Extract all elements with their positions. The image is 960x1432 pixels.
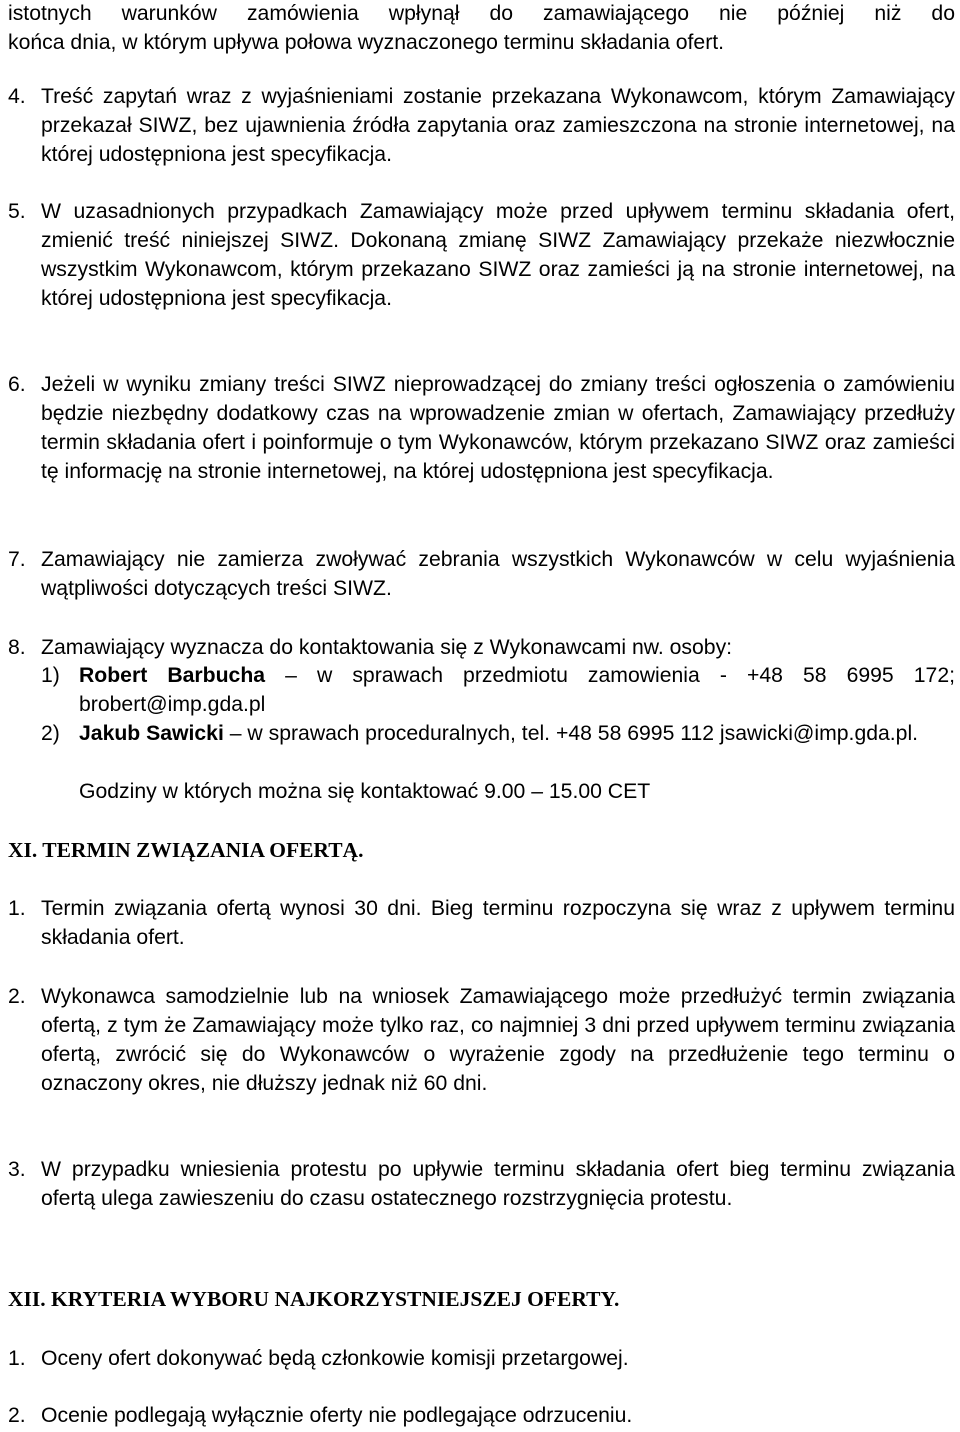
item-text: Ocenie podlegają wyłącznie oferty nie podlegające odrzuceniu.	[41, 1404, 633, 1427]
contact-name: Jakub Sawicki	[79, 722, 224, 745]
list-item	[8, 83, 955, 170]
item-text: Jeżeli w wyniku zmiany treści SIWZ nieprowadzącej do zmiany treści ogłoszenia o zamówieniu będzie niezbędny dodatkowy czas na wprowadzenie zmian w ofertach, Zamawiający przedłuży termin składania ofert i poinformuje o tym Wykonawców, którym przekazano SIWZ oraz zamieści tę informację na stronie internetowej, na której udostępniona jest specyfikacja.	[41, 373, 955, 483]
list-item	[8, 198, 955, 314]
list-item	[8, 1156, 955, 1214]
item-text: Zamawiający nie zamierza zwoływać zebrania wszystkich Wykonawców w celu wyjaśnienia wątpliwości dotyczących treści SIWZ.	[41, 548, 955, 600]
item-number: 8.	[8, 636, 26, 659]
intro-line-1: istotnych warunków zamówienia wpłynął do zamawiającego nie później niż do	[8, 2, 955, 25]
list-item	[8, 983, 955, 1099]
item-text: W przypadku wniesienia protestu po upływie terminu składania ofert bieg terminu związania ofertą ulega zawieszeniu do czasu ostatecznego rozstrzygnięcia protestu.	[41, 1158, 955, 1210]
item-number: 7.	[8, 548, 26, 571]
contact-number: 1)	[41, 664, 60, 687]
item-text: Oceny ofert dokonywać będą członkowie komisji przetargowej.	[41, 1347, 629, 1370]
item-number: 1.	[8, 1347, 26, 1370]
hours-text: Godziny w których można się kontaktować 9.00 – 15.00 CET	[79, 780, 651, 803]
item-text: Wykonawca samodzielnie lub na wniosek Zamawiającego może przedłużyć termin związania ofertą, z tym że Zamawiający może tylko raz, co najmniej 3 dni przed upływem terminu związania ofertą, zwrócić się do Wykonawców o wyrażenie zgody na przedłużenie tego terminu o oznaczony okres, nie dłuższy jednak niż 60 dni.	[41, 985, 955, 1095]
item-text: W uzasadnionych przypadkach Zamawiający może przed upływem terminu składania ofert, zmienić treść niniejszej SIWZ. Dokonaną zmianę SIWZ Zamawiający przekaże niezwłocznie wszystkim Wykonawcom, którym przekazano SIWZ oraz zamieści ją na stronie internetowej, na której udostępniona jest specyfikacja.	[41, 200, 955, 310]
item-text: Termin związania ofertą wynosi 30 dni. Bieg terminu rozpoczyna się wraz z upływem terminu składania ofert.	[41, 897, 955, 949]
contact-person	[41, 720, 955, 749]
intro-paragraph	[8, 0, 955, 58]
contact-person	[41, 662, 955, 720]
list-item	[8, 546, 955, 604]
contact-number: 2)	[41, 722, 60, 745]
intro-line-2: końca dnia, w którym upływa połowa wyznaczonego terminu składania ofert.	[8, 30, 725, 54]
contact-details: – w sprawach przedmiotu zamowienia - +48 58 6995 172; brobert@imp.gda.pl	[79, 664, 956, 716]
item-text: Zamawiający wyznacza do kontaktowania się z Wykonawcami nw. osoby:	[41, 636, 733, 659]
section-heading: XII. KRYTERIA WYBORU NAJKORZYSTNIEJSZEJ OFERTY.	[8, 1287, 620, 1311]
item-number: 2.	[8, 1404, 26, 1427]
list-item	[8, 1345, 955, 1374]
contact-text	[79, 720, 955, 749]
item-number: 5.	[8, 200, 26, 223]
item-number: 3.	[8, 1158, 26, 1181]
contact-details: – w sprawach proceduralnych, tel. +48 58 6995 112 jsawicki@imp.gda.pl.	[223, 722, 919, 745]
list-item	[8, 895, 955, 953]
list-item	[8, 1402, 955, 1431]
section-heading: XI. TERMIN ZWIĄZANIA OFERTĄ.	[8, 838, 364, 862]
item-number: 6.	[8, 373, 26, 396]
item-text: Treść zapytań wraz z wyjaśnieniami zostanie przekazana Wykonawcom, którym Zamawiający przekazał SIWZ, bez ujawnienia źródła zapytania oraz zamieszczona na stronie internetowej, na której udostępniona jest specyfikacja.	[41, 85, 955, 166]
contact-text	[79, 662, 955, 720]
item-number: 2.	[8, 985, 26, 1008]
list-item	[8, 371, 955, 487]
item-number: 4.	[8, 85, 26, 108]
contact-name: Robert Barbucha	[79, 664, 266, 687]
item-number: 1.	[8, 897, 26, 920]
contact-hours	[41, 778, 955, 807]
list-item	[8, 634, 955, 663]
